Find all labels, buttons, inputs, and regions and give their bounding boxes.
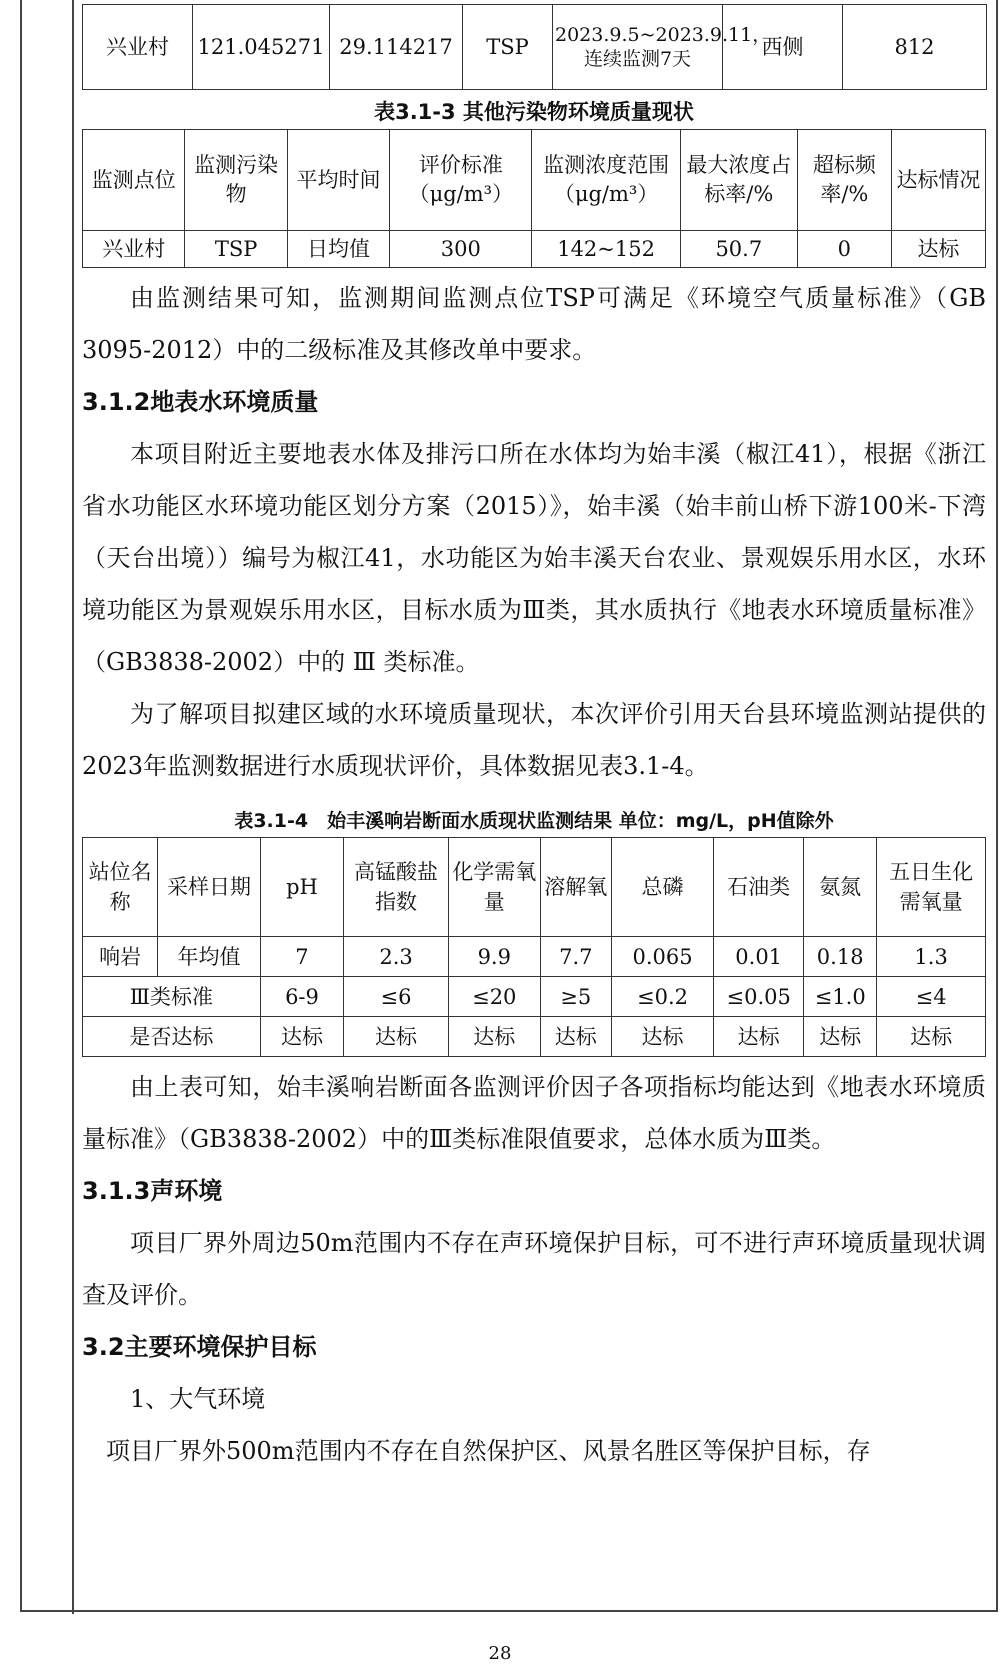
table-cell: 达标 <box>344 1017 449 1057</box>
paragraph: 为了解项目拟建区域的水环境质量现状，本次评价引用天台县环境监测站提供的2023年监测数据进行水质现状评价，具体数据见表3.1-4。 <box>82 700 986 780</box>
column-header: 高锰酸盐指数 <box>344 838 449 937</box>
table-cell: 2023.9.5~2023.9.11，连续监测7天 <box>553 5 723 90</box>
column-header: 监测污染物 <box>185 130 287 231</box>
column-header: 达标情况 <box>891 130 985 231</box>
paragraph: 本项目附近主要地表水体及排污口所在水体均为始丰溪（椒江41），根据《浙江省水功能区水环境功能区划分方案（2015）》，始丰溪（始丰前山桥下游100米-下湾（天台出境））编号为椒江41，水功能区为始丰溪天台农业、景观娱乐用水区，水环境功能区为景观娱乐用水区，目标水质为Ⅲ类，其水质执行《地表水环境质量标准》（GB3838-2002）中的 Ⅲ 类标准。 <box>82 440 986 676</box>
column-header: 监测点位 <box>83 130 185 231</box>
table-cell: 29.114217 <box>330 5 463 90</box>
table-cell: TSP <box>463 5 553 90</box>
table-3-1-2-continued <box>82 4 987 90</box>
section-heading: 3.1.2地表水环境质量 <box>82 388 319 416</box>
table-cell: 0.065 <box>611 937 713 977</box>
table-cell: 0.18 <box>804 937 877 977</box>
table-row <box>83 937 986 977</box>
paragraph: 由监测结果可知，监测期间监测点位TSP可满足《环境空气质量标准》（GB 3095-2012）中的二级标准及其修改单中要求。 <box>82 284 986 364</box>
table-row <box>83 1017 986 1057</box>
table-cell: 达标 <box>804 1017 877 1057</box>
table-cell: 日均值 <box>287 231 389 268</box>
column-header: 总磷 <box>611 838 713 937</box>
row-label: Ⅲ类标准 <box>83 977 261 1017</box>
table-cell: 西侧 <box>723 5 843 90</box>
frame-divider <box>72 0 74 1614</box>
table-cell: TSP <box>185 231 287 268</box>
column-header: 站位名称 <box>83 838 158 937</box>
column-header: pH <box>260 838 344 937</box>
column-header: 五日生化需氧量 <box>877 838 986 937</box>
table-caption: 表3.1-3 其他污染物环境质量现状 <box>374 100 694 124</box>
table-cell: ≥5 <box>540 977 611 1017</box>
row-label: 是否达标 <box>83 1017 261 1057</box>
column-header: 氨氮 <box>804 838 877 937</box>
table-row <box>83 231 986 268</box>
table-cell: 兴业村 <box>83 5 193 90</box>
table-cell: 达标 <box>448 1017 540 1057</box>
column-header: 溶解氧 <box>540 838 611 937</box>
table-cell: 达标 <box>611 1017 713 1057</box>
table-cell: 6-9 <box>260 977 344 1017</box>
table-row <box>83 5 987 90</box>
table-row <box>83 977 986 1017</box>
section-heading: 3.1.3声环境 <box>82 1177 223 1205</box>
column-header: 石油类 <box>714 838 804 937</box>
table-cell: ≤6 <box>344 977 449 1017</box>
column-header: 平均时间 <box>287 130 389 231</box>
table-cell: 121.045271 <box>193 5 330 90</box>
table-header-row <box>83 838 986 937</box>
table-cell: ≤0.2 <box>611 977 713 1017</box>
table-3-1-3 <box>82 129 986 268</box>
column-header: 监测浓度范围（μg/m³） <box>532 130 680 231</box>
page-number: 28 <box>488 1643 512 1664</box>
paragraph: 项目厂界外500m范围内不存在自然保护区、风景名胜区等保护目标，存 <box>106 1437 871 1465</box>
table-cell: 达标 <box>891 231 985 268</box>
table-caption: 表3.1-4 始丰溪响岩断面水质现状监测结果 单位：mg/L，pH值除外 <box>234 810 834 832</box>
table-cell: ≤4 <box>877 977 986 1017</box>
table-cell: 9.9 <box>448 937 540 977</box>
column-header: 采样日期 <box>158 838 260 937</box>
table-cell: 7.7 <box>540 937 611 977</box>
table-cell: 达标 <box>260 1017 344 1057</box>
column-header: 化学需氧量 <box>448 838 540 937</box>
column-header: 超标频率/% <box>797 130 891 231</box>
table-cell: 300 <box>390 231 532 268</box>
table-cell: ≤1.0 <box>804 977 877 1017</box>
table-cell: 2.3 <box>344 937 449 977</box>
paragraph: 由上表可知，始丰溪响岩断面各监测评价因子各项指标均能达到《地表水环境质量标准》（GB3838-2002）中的Ⅲ类标准限值要求，总体水质为Ⅲ类。 <box>82 1073 986 1153</box>
column-header: 最大浓度占标率/% <box>680 130 797 231</box>
table-cell: 812 <box>843 5 987 90</box>
table-3-1-4 <box>82 837 986 1057</box>
table-cell: 达标 <box>540 1017 611 1057</box>
column-header: 评价标准（μg/m³） <box>390 130 532 231</box>
table-cell: 响岩 <box>83 937 158 977</box>
table-cell: 兴业村 <box>83 231 185 268</box>
table-header-row <box>83 130 986 231</box>
table-cell: 1.3 <box>877 937 986 977</box>
table-cell: ≤20 <box>448 977 540 1017</box>
table-cell: 达标 <box>714 1017 804 1057</box>
paragraph: 项目厂界外周边50m范围内不存在声环境保护目标，可不进行声环境质量现状调查及评价。 <box>82 1229 986 1309</box>
table-cell: 0 <box>797 231 891 268</box>
table-cell: 50.7 <box>680 231 797 268</box>
subsection-heading: 1、大气环境 <box>130 1385 266 1413</box>
table-cell: 年均值 <box>158 937 260 977</box>
table-cell: 142~152 <box>532 231 680 268</box>
table-cell: 达标 <box>877 1017 986 1057</box>
document-body <box>82 4 986 1477</box>
table-cell: ≤0.05 <box>714 977 804 1017</box>
table-cell: 0.01 <box>714 937 804 977</box>
table-cell: 7 <box>260 937 344 977</box>
section-heading: 3.2主要环境保护目标 <box>82 1333 317 1361</box>
